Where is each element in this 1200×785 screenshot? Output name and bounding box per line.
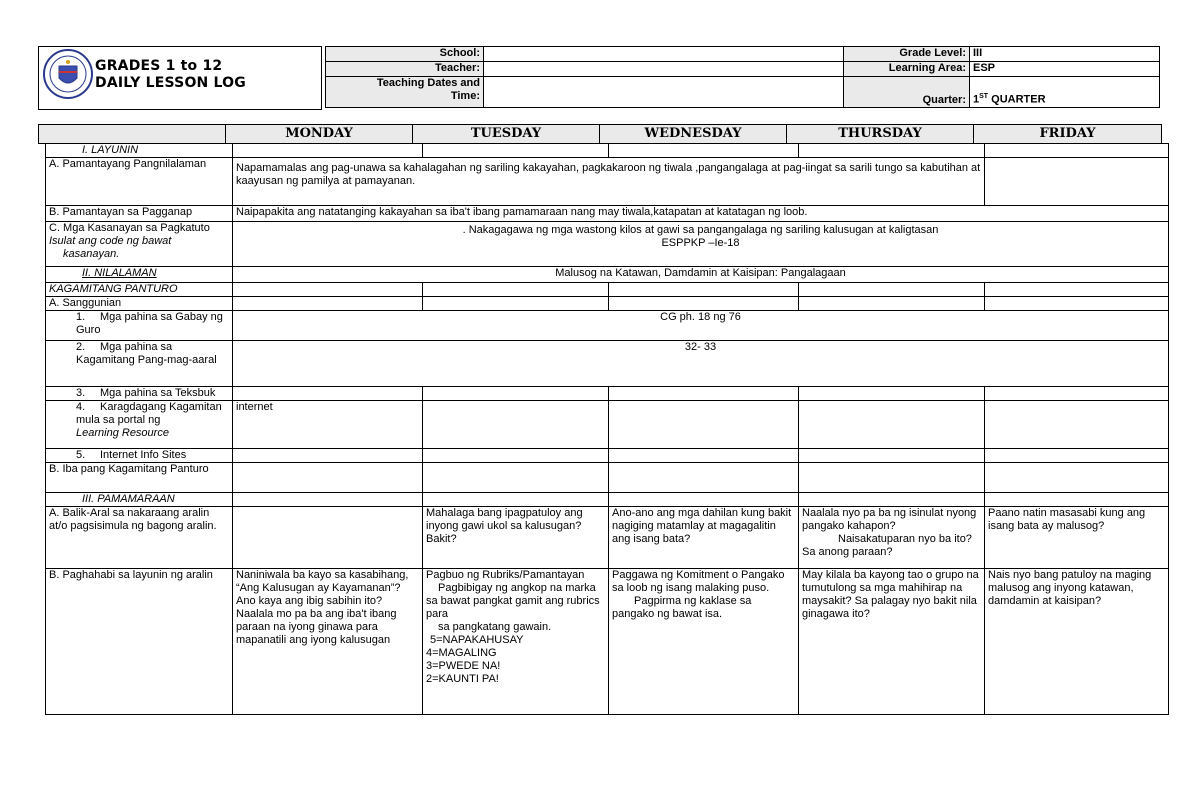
school-label: School:	[326, 47, 484, 62]
gabay-guro-value: CG ph. 18 ng 76	[233, 311, 1169, 341]
school-field[interactable]	[484, 47, 844, 62]
row-label-pamantayan-pagganap: B. Pamantayan sa Pagganap	[46, 206, 233, 222]
cell[interactable]	[985, 401, 1169, 449]
day-header-table	[38, 124, 1162, 144]
day-friday: FRIDAY	[974, 125, 1162, 144]
cell[interactable]	[423, 387, 609, 401]
section-pamamaraan: III. PAMAMARAAN	[46, 493, 233, 507]
title-daily-lesson-log: DAILY LESSON LOG	[95, 75, 246, 91]
quarter-field[interactable]: 1ST QUARTER	[970, 77, 1160, 108]
cell[interactable]	[423, 283, 609, 297]
cell[interactable]	[423, 401, 609, 449]
grade-level-label: Grade Level:	[844, 47, 970, 62]
cell[interactable]	[609, 283, 799, 297]
cell[interactable]	[423, 297, 609, 311]
cell[interactable]	[609, 387, 799, 401]
cell[interactable]	[609, 144, 799, 158]
section-nilalaman: II. NILALAMAN	[46, 267, 233, 283]
cell[interactable]	[423, 493, 609, 507]
paghahabi-thursday: May kilala ba kayong tao o grupo na tumutulong sa mga mahihirap na maysakit? Sa palagay nyo bakit nila ginagawa ito?	[799, 569, 985, 715]
paghahabi-friday: Nais nyo bang patuloy na maging malusog ang inyong katawan, damdamin at kaisipan?	[985, 569, 1169, 715]
cell[interactable]	[799, 463, 985, 493]
cell[interactable]	[233, 463, 423, 493]
row-label-gabay-guro: 1. Mga pahina sa Gabay ng Guro	[46, 311, 233, 341]
cell[interactable]	[233, 387, 423, 401]
cell[interactable]	[233, 493, 423, 507]
cell[interactable]	[423, 144, 609, 158]
cell[interactable]	[799, 387, 985, 401]
cell[interactable]	[985, 158, 1169, 206]
info-table	[325, 46, 1160, 108]
day-header-blank	[39, 125, 226, 144]
day-tuesday: TUESDAY	[413, 125, 600, 144]
nilalaman-value: Malusog na Katawan, Damdamin at Kaisipan: Pangalagaan	[233, 267, 1169, 283]
section-layunin: I. LAYUNIN	[46, 144, 233, 158]
cell[interactable]	[799, 449, 985, 463]
sanggunian-label: A. Sanggunian	[46, 297, 233, 311]
cell[interactable]	[985, 463, 1169, 493]
day-thursday: THURSDAY	[787, 125, 974, 144]
cell[interactable]	[609, 401, 799, 449]
cell[interactable]	[423, 463, 609, 493]
teaching-dates-field[interactable]	[484, 77, 844, 108]
cell[interactable]	[233, 144, 423, 158]
row-label-balik-aral: A. Balik-Aral sa nakaraang aralin at/o pagsisimula ng bagong aralin.	[46, 507, 233, 569]
row-label-internet-info-sites: 5. Internet Info Sites	[46, 449, 233, 463]
teacher-label: Teacher:	[326, 62, 484, 77]
cell[interactable]	[233, 297, 423, 311]
kagamitang-panturo-label: KAGAMITANG PANTURO	[46, 283, 233, 297]
cell[interactable]	[985, 144, 1169, 158]
teaching-dates-label: Teaching Dates and Time:	[326, 77, 484, 108]
cell[interactable]	[985, 387, 1169, 401]
day-wednesday: WEDNESDAY	[600, 125, 787, 144]
deped-seal-icon	[42, 48, 94, 100]
cell[interactable]	[609, 449, 799, 463]
day-monday: MONDAY	[226, 125, 413, 144]
teacher-field[interactable]	[484, 62, 844, 77]
learning-area-field[interactable]: ESP	[970, 62, 1160, 77]
row-label-teksbuk: 3. Mga pahina sa Teksbuk	[46, 387, 233, 401]
balik-aral-friday: Paano natin masasabi kung ang isang bata ay malusog?	[985, 507, 1169, 569]
cell[interactable]	[799, 297, 985, 311]
row-label-paghahabi: B. Paghahabi sa layunin ng aralin	[46, 569, 233, 715]
cell[interactable]	[799, 493, 985, 507]
kagamitang-pang-mag-aaral-value: 32- 33	[233, 341, 1169, 387]
cell[interactable]	[985, 283, 1169, 297]
row-label-karagdagang-kagamitan: 4. Karagdagang Kagamitan mula sa portal ng Learning Resource	[46, 401, 233, 449]
cell[interactable]	[423, 449, 609, 463]
row-label-kasanayan: C. Mga Kasanayan sa Pagkatuto Isulat ang code ng bawat kasanayan.	[46, 222, 233, 267]
cell[interactable]	[985, 297, 1169, 311]
paghahabi-monday: Naniniwala ba kayo sa kasabihang, “Ang Kalusugan ay Kayamanan”? Ano kaya ang ibig sabihin ito? Naalala mo pa ba ang iba't ibang paraan na iyong ginawa para mapanatili ang iyong kalusugan	[233, 569, 423, 715]
cell[interactable]	[799, 144, 985, 158]
paghahabi-wednesday: Paggawa ng Komitment o Pangako sa loob ng isang malaking puso. Pagpirma ng kaklase sa pangako ng bawat isa.	[609, 569, 799, 715]
karagdagang-kagamitan-monday: internet	[233, 401, 423, 449]
balik-aral-wednesday: Ano-ano ang mga dahilan kung bakit nagiging matamlay at magagalitin ang isang bata?	[609, 507, 799, 569]
paghahabi-tuesday: Pagbuo ng Rubriks/Pamantayan Pagbibigay ng angkop na marka sa bawat pangkat gamit ang rubrics para sa pangkatang gawain. 5=NAPAKAHUSAY 4=MAGALING 3=PWEDE NA! 2=KAUNTI PA!	[423, 569, 609, 715]
cell[interactable]	[799, 283, 985, 297]
balik-aral-thursday: Naalala nyo pa ba ng isinulat nyong pangako kahapon? Naisakatuparan nyo ba ito? Sa anong paraan?	[799, 507, 985, 569]
cell[interactable]	[985, 449, 1169, 463]
cell[interactable]	[233, 507, 423, 569]
quarter-label: Quarter:	[844, 77, 970, 108]
cell[interactable]	[609, 463, 799, 493]
cell[interactable]	[233, 449, 423, 463]
learning-area-label: Learning Area:	[844, 62, 970, 77]
kasanayan-value: . Nakagagawa ng mga wastong kilos at gawi sa pangangalaga ng sariling kalusugan at kaligtasan ESPPKP –Ie-18	[233, 222, 1169, 267]
row-label-iba-pang-kagamitan: B. Iba pang Kagamitang Panturo	[46, 463, 233, 493]
pamantayan-pagganap-value: Naipapakita ang natatanging kakayahan sa iba't ibang pamamaraan nang may tiwala,katapatan at katatagan ng loob.	[233, 206, 1169, 222]
balik-aral-tuesday: Mahalaga bang ipagpatuloy ang inyong gawi ukol sa kalusugan? Bakit?	[423, 507, 609, 569]
cell[interactable]	[799, 401, 985, 449]
row-label-pamantayang-pangnilalaman: A. Pamantayang Pangnilalaman	[46, 158, 233, 206]
grade-level-field[interactable]: III	[970, 47, 1160, 62]
cell[interactable]	[233, 283, 423, 297]
lesson-table	[45, 143, 1169, 715]
title-grades: GRADES 1 to 12	[95, 58, 223, 74]
cell[interactable]	[609, 297, 799, 311]
cell[interactable]	[609, 493, 799, 507]
row-label-kagamitang-pang-mag-aaral: 2. Mga pahina sa Kagamitang Pang-mag-aaral	[46, 341, 233, 387]
pamantayang-pangnilalaman-value: Napamamalas ang pag-unawa sa kahalagahan ng sariling kakayahan, pagkakaroon ng tiwala ,pangangalaga at pag-iingat sa sarili tungo sa kabutihan at kaayusan ng pamilya at pamayanan.	[233, 158, 985, 206]
cell[interactable]	[985, 493, 1169, 507]
